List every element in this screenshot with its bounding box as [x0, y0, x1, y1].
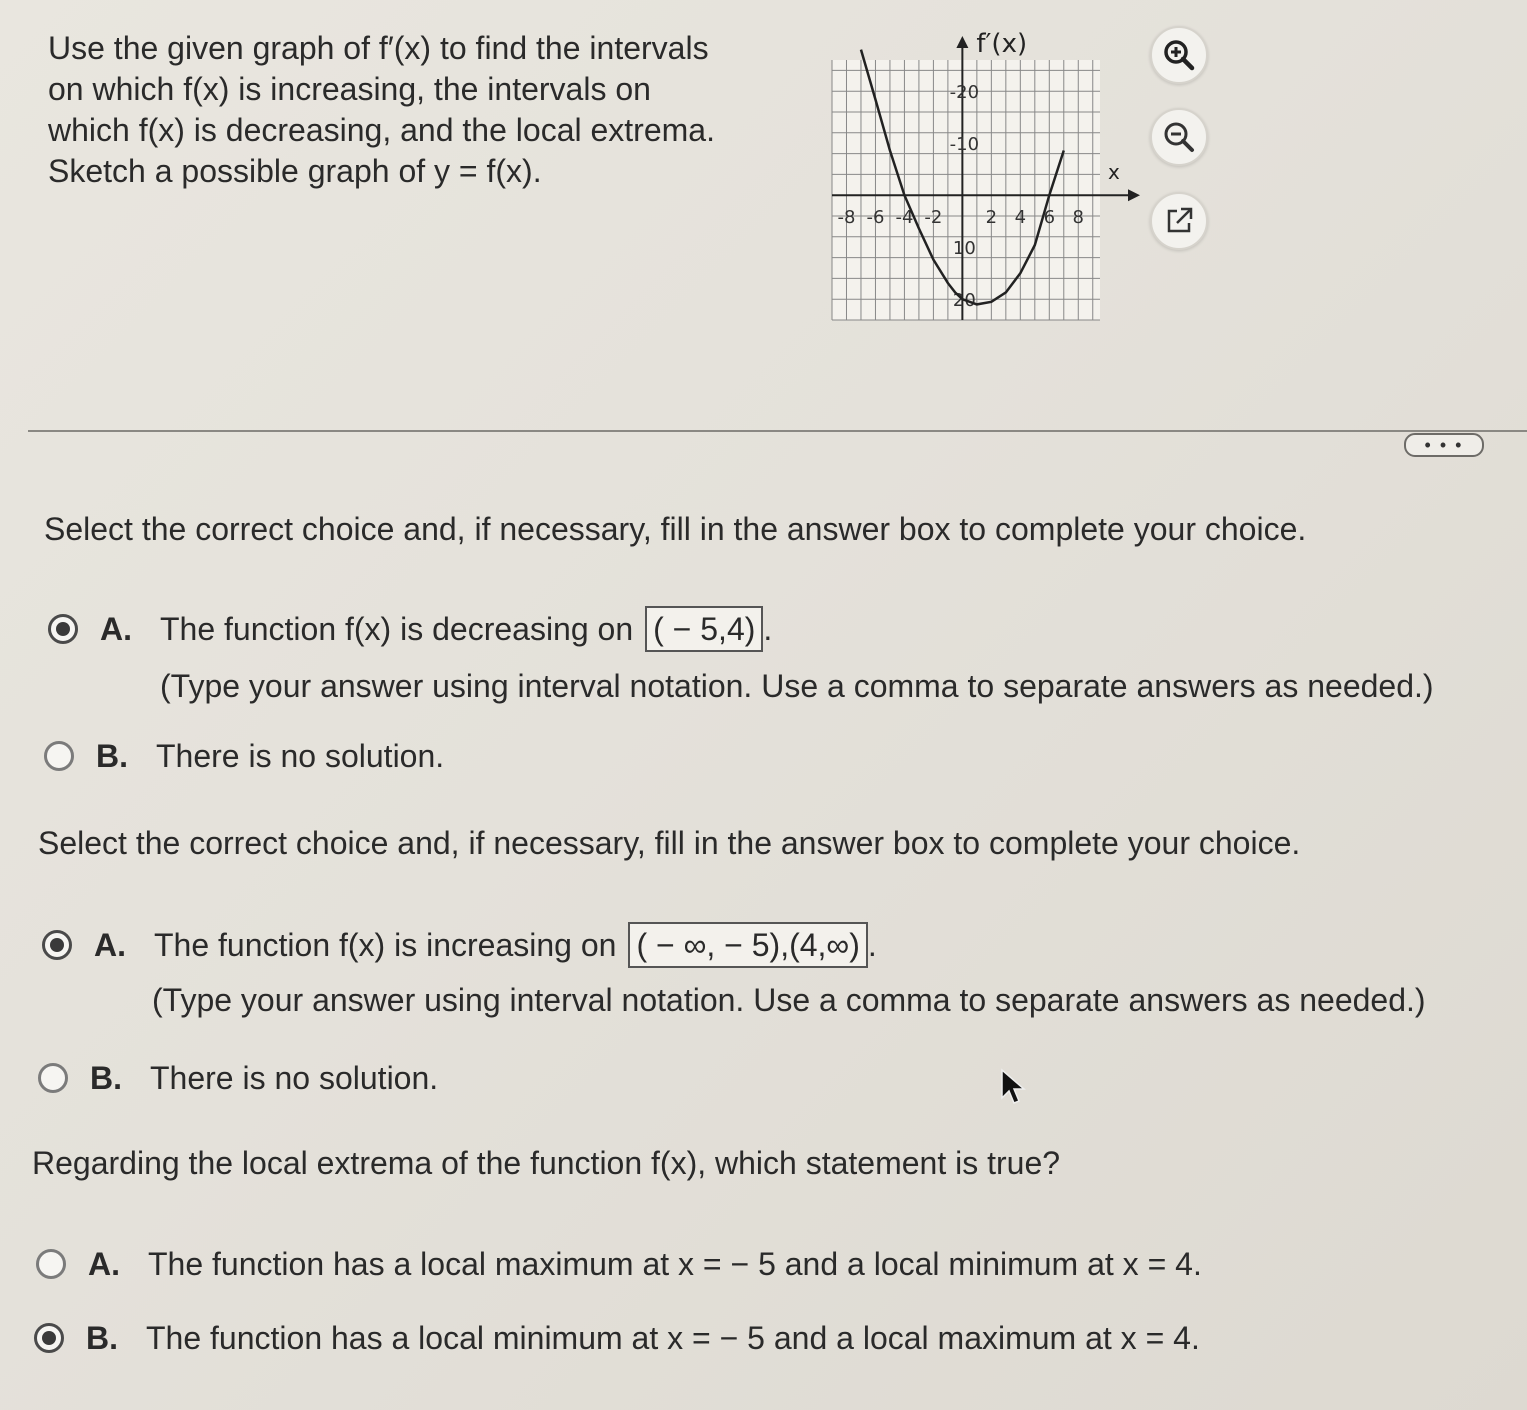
choice-text: The function has a local maximum at x = − 5 and a local minimum at x = 4.: [148, 1246, 1202, 1282]
choice-text: The function f(x) is decreasing on: [160, 611, 634, 647]
x-tick-label: 8: [1072, 207, 1084, 229]
choice-letter: A.: [94, 927, 126, 963]
problem-line: Sketch a possible graph of y = f(x).: [48, 153, 542, 189]
problem-statement: [48, 28, 768, 192]
external-link-icon: [1161, 203, 1197, 239]
hint-2: (Type your answer using interval notation. Use a comma to separate answers as needed.): [152, 982, 1426, 1018]
problem-line: on which f(x) is increasing, the intervals on: [48, 71, 651, 107]
choice-text: The function f(x) is increasing on: [154, 927, 617, 963]
zoom-out-button[interactable]: [1150, 108, 1208, 166]
choice-letter: B.: [96, 738, 128, 774]
choice-1a[interactable]: [48, 606, 772, 652]
section-divider: [28, 430, 1527, 432]
problem-line: Use the given graph of f′(x) to find the intervals: [48, 30, 709, 66]
derivative-graph: [822, 20, 1152, 330]
y-tick-label: 20: [952, 290, 976, 312]
radio-3a[interactable]: [36, 1249, 66, 1279]
zoom-in-icon: [1159, 35, 1199, 75]
problem-line: which f(x) is decreasing, and the local extrema.: [48, 112, 715, 148]
x-axis-label: x: [1108, 160, 1120, 185]
radio-1b[interactable]: [44, 741, 74, 771]
choice-letter: B.: [86, 1320, 118, 1356]
popout-button[interactable]: [1150, 192, 1208, 250]
choice-text: There is no solution.: [150, 1060, 439, 1096]
choice-2a[interactable]: [42, 922, 877, 968]
x-tick-label: 6: [1043, 207, 1056, 229]
x-axis-arrow: [1128, 189, 1140, 201]
answer-box-increasing[interactable]: ( − ∞, − 5),(4,∞): [628, 922, 867, 968]
choice-letter: A.: [88, 1246, 120, 1282]
answer-box-decreasing[interactable]: ( − 5,4): [645, 606, 763, 652]
choice-letter: A.: [100, 611, 132, 647]
instruction-1: Select the correct choice and, if necessary, fill in the answer box to complete your choice.: [44, 511, 1307, 547]
y-axis-label: f′(x): [976, 29, 1028, 59]
choice-1b[interactable]: [44, 736, 444, 776]
zoom-out-icon: [1159, 117, 1199, 157]
choice-3a[interactable]: [36, 1244, 1202, 1284]
x-tick-label: 2: [985, 207, 998, 229]
radio-1a[interactable]: [48, 614, 78, 644]
x-tick-label: 4: [1014, 207, 1027, 229]
period: .: [867, 927, 877, 963]
y-tick-label: -10: [949, 134, 980, 156]
choice-2b[interactable]: [38, 1058, 438, 1098]
choice-letter: B.: [90, 1060, 122, 1096]
x-tick-label: -8: [837, 207, 856, 229]
choice-text: There is no solution.: [156, 738, 445, 774]
radio-3b[interactable]: [34, 1323, 64, 1353]
more-button[interactable]: • • •: [1404, 433, 1484, 457]
mouse-cursor-icon: [998, 1068, 1028, 1110]
choice-3b[interactable]: [34, 1318, 1200, 1358]
y-axis-arrow: [956, 36, 968, 48]
y-tick-label: -20: [949, 82, 980, 104]
extrema-question: Regarding the local extrema of the function f(x), which statement is true?: [32, 1145, 1061, 1181]
x-tick-label: -6: [866, 207, 885, 229]
choice-text: The function has a local minimum at x = − 5 and a local maximum at x = 4.: [146, 1320, 1200, 1356]
radio-2a[interactable]: [42, 930, 72, 960]
hint-1: (Type your answer using interval notation. Use a comma to separate answers as needed.): [160, 668, 1434, 704]
x-tick-label: -4: [895, 207, 914, 229]
period: .: [763, 611, 773, 647]
y-tick-label: 10: [952, 238, 976, 260]
zoom-in-button[interactable]: [1150, 26, 1208, 84]
radio-2b[interactable]: [38, 1063, 68, 1093]
x-tick-label: -2: [924, 207, 943, 229]
instruction-2: Select the correct choice and, if necessary, fill in the answer box to complete your choice.: [38, 825, 1301, 861]
